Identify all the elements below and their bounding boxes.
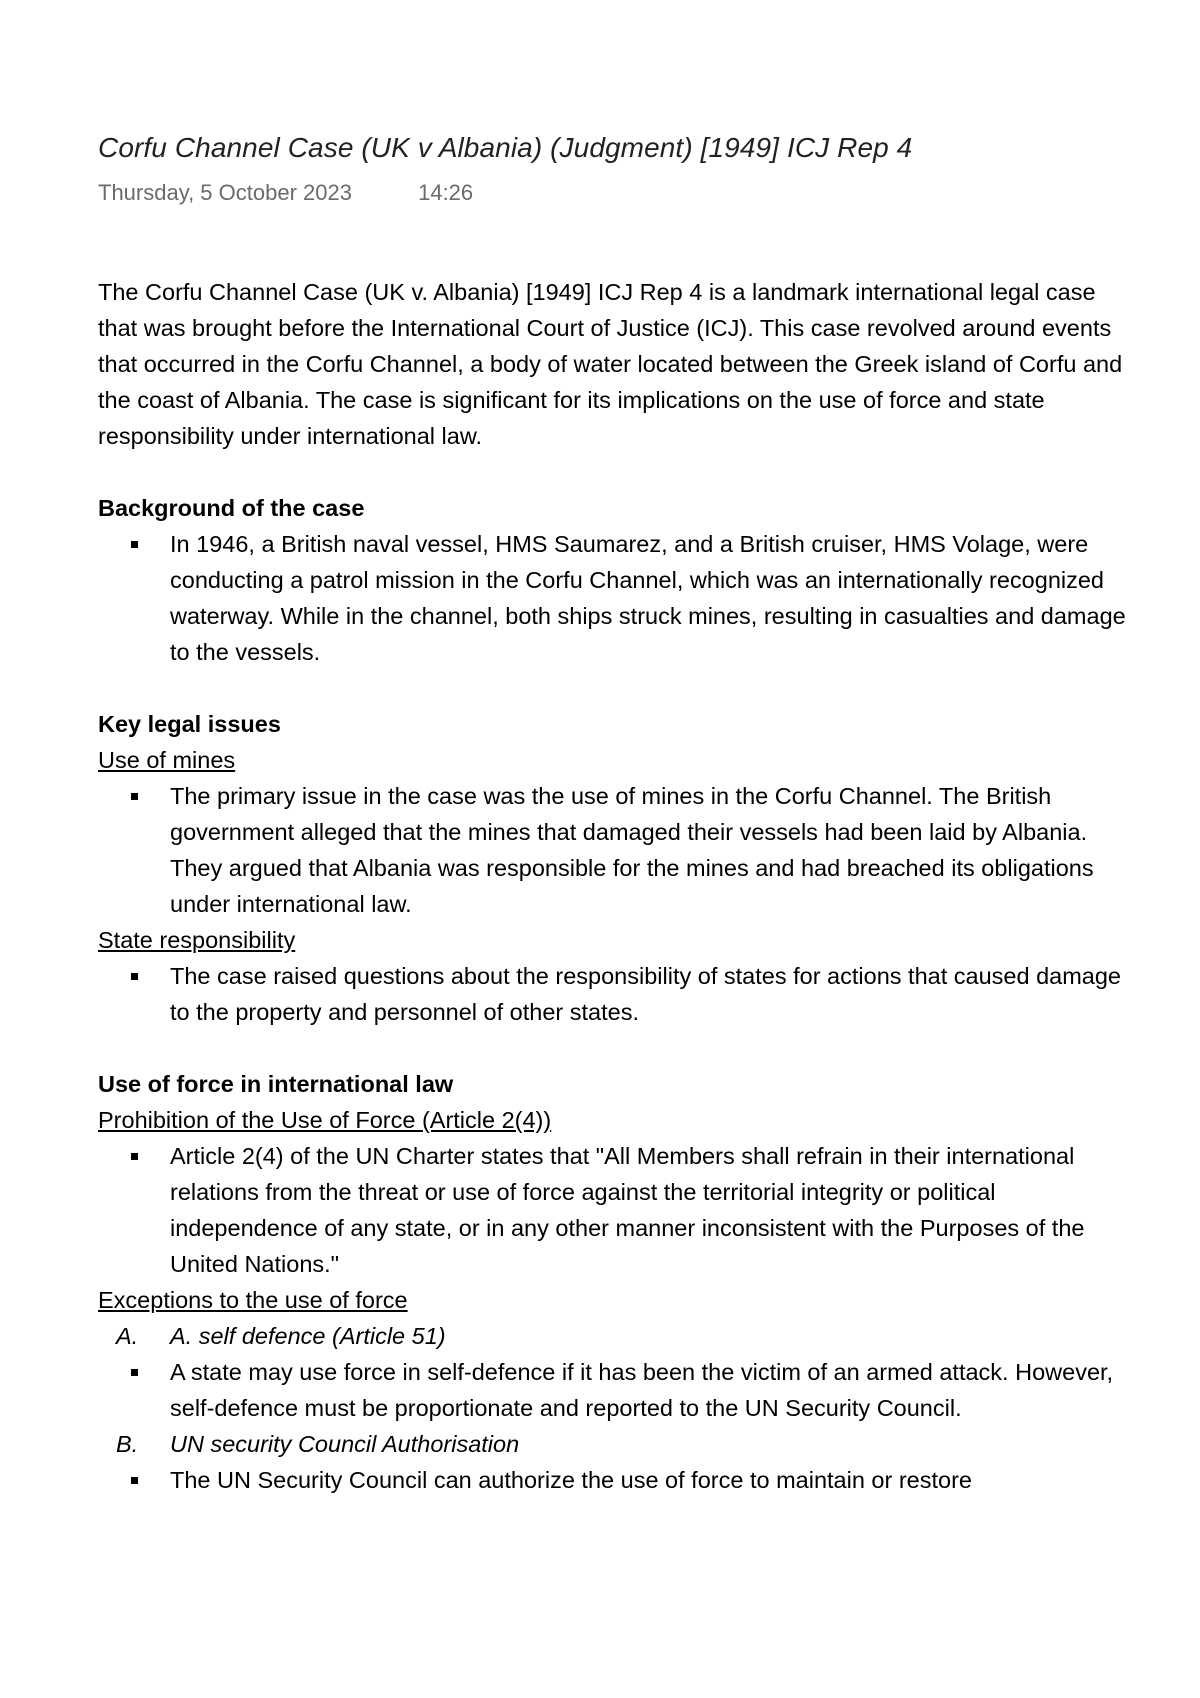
subheading-state-responsibility: State responsibility [98, 927, 296, 953]
list-item-text: The UN Security Council can authorize the use of force to maintain or restore [170, 1467, 972, 1493]
note-time: 14:26 [418, 180, 474, 205]
prohibition-list [98, 1138, 1128, 1282]
exception-b-list [98, 1462, 1128, 1498]
note-metadata [98, 180, 473, 206]
exception-b-letter: B. [116, 1431, 139, 1457]
bullet-icon [131, 973, 138, 980]
note-body [98, 274, 1128, 1498]
list-item-text: Article 2(4) of the UN Charter states that "All Members shall refrain in their international relations from the threat or use of force against the territorial integrity or political independence of any state, or in any other manner inconsistent with the Purposes of the United Nations." [170, 1143, 1085, 1277]
section-heading-key-issues: Key legal issues [98, 711, 281, 737]
list-item-text: The primary issue in the case was the use of mines in the Corfu Channel. The British government alleged that the mines that damaged their vessels had been laid by Albania. They argued that Albania was responsible for the mines and had breached its obligations under international law. [170, 783, 1094, 917]
bullet-icon [131, 1369, 138, 1376]
exception-a-label: A. self defence (Article 51) [170, 1323, 446, 1349]
background-list [98, 526, 1128, 670]
note-date: Thursday, 5 October 2023 [98, 180, 352, 205]
bullet-icon [131, 541, 138, 548]
subheading-use-of-mines: Use of mines [98, 747, 236, 773]
bullet-icon [131, 1477, 138, 1484]
exception-a [98, 1318, 1128, 1354]
list-item [98, 526, 1128, 670]
bullet-icon [131, 1153, 138, 1160]
list-item [98, 1354, 1128, 1426]
page-title: Corfu Channel Case (UK v Albania) (Judgment) [1949] ICJ Rep 4 [98, 132, 913, 163]
list-item-text: The case raised questions about the responsibility of states for actions that caused damage to the property and personnel of other states. [170, 963, 1122, 1025]
subheading-prohibition: Prohibition of the Use of Force (Article 2(4)) [98, 1107, 552, 1133]
list-item [98, 778, 1128, 922]
section-heading-use-of-force: Use of force in international law [98, 1071, 454, 1097]
intro-paragraph: The Corfu Channel Case (UK v. Albania) [1949] ICJ Rep 4 is a landmark international legal case that was brought before the International Court of Justice (ICJ). This case revolved around events that occurred in the Corfu Channel, a body of water located between the Greek island of Corfu and the coast of Albania. The case is significant for its implications on the use of force and state responsibility under international law. [98, 279, 1123, 449]
section-heading-background: Background of the case [98, 495, 365, 521]
responsibility-list [98, 958, 1128, 1030]
mines-list [98, 778, 1128, 922]
list-item-text: A state may use force in self-defence if it has been the victim of an armed attack. However, self-defence must be proportionate and reported to the UN Security Council. [170, 1359, 1114, 1421]
exception-a-letter: A. [116, 1323, 139, 1349]
subheading-exceptions: Exceptions to the use of force [98, 1287, 408, 1313]
exception-a-list [98, 1354, 1128, 1426]
list-item [98, 1462, 1128, 1498]
list-item-text: In 1946, a British naval vessel, HMS Saumarez, and a British cruiser, HMS Volage, were conducting a patrol mission in the Corfu Channel, which was an internationally recognized waterway. While in the channel, both ships struck mines, resulting in casualties and damage to the vessels. [170, 531, 1126, 665]
exception-b-label: UN security Council Authorisation [170, 1431, 520, 1457]
list-item [98, 1138, 1128, 1282]
bullet-icon [131, 793, 138, 800]
list-item [98, 958, 1128, 1030]
exception-b [98, 1426, 1128, 1462]
